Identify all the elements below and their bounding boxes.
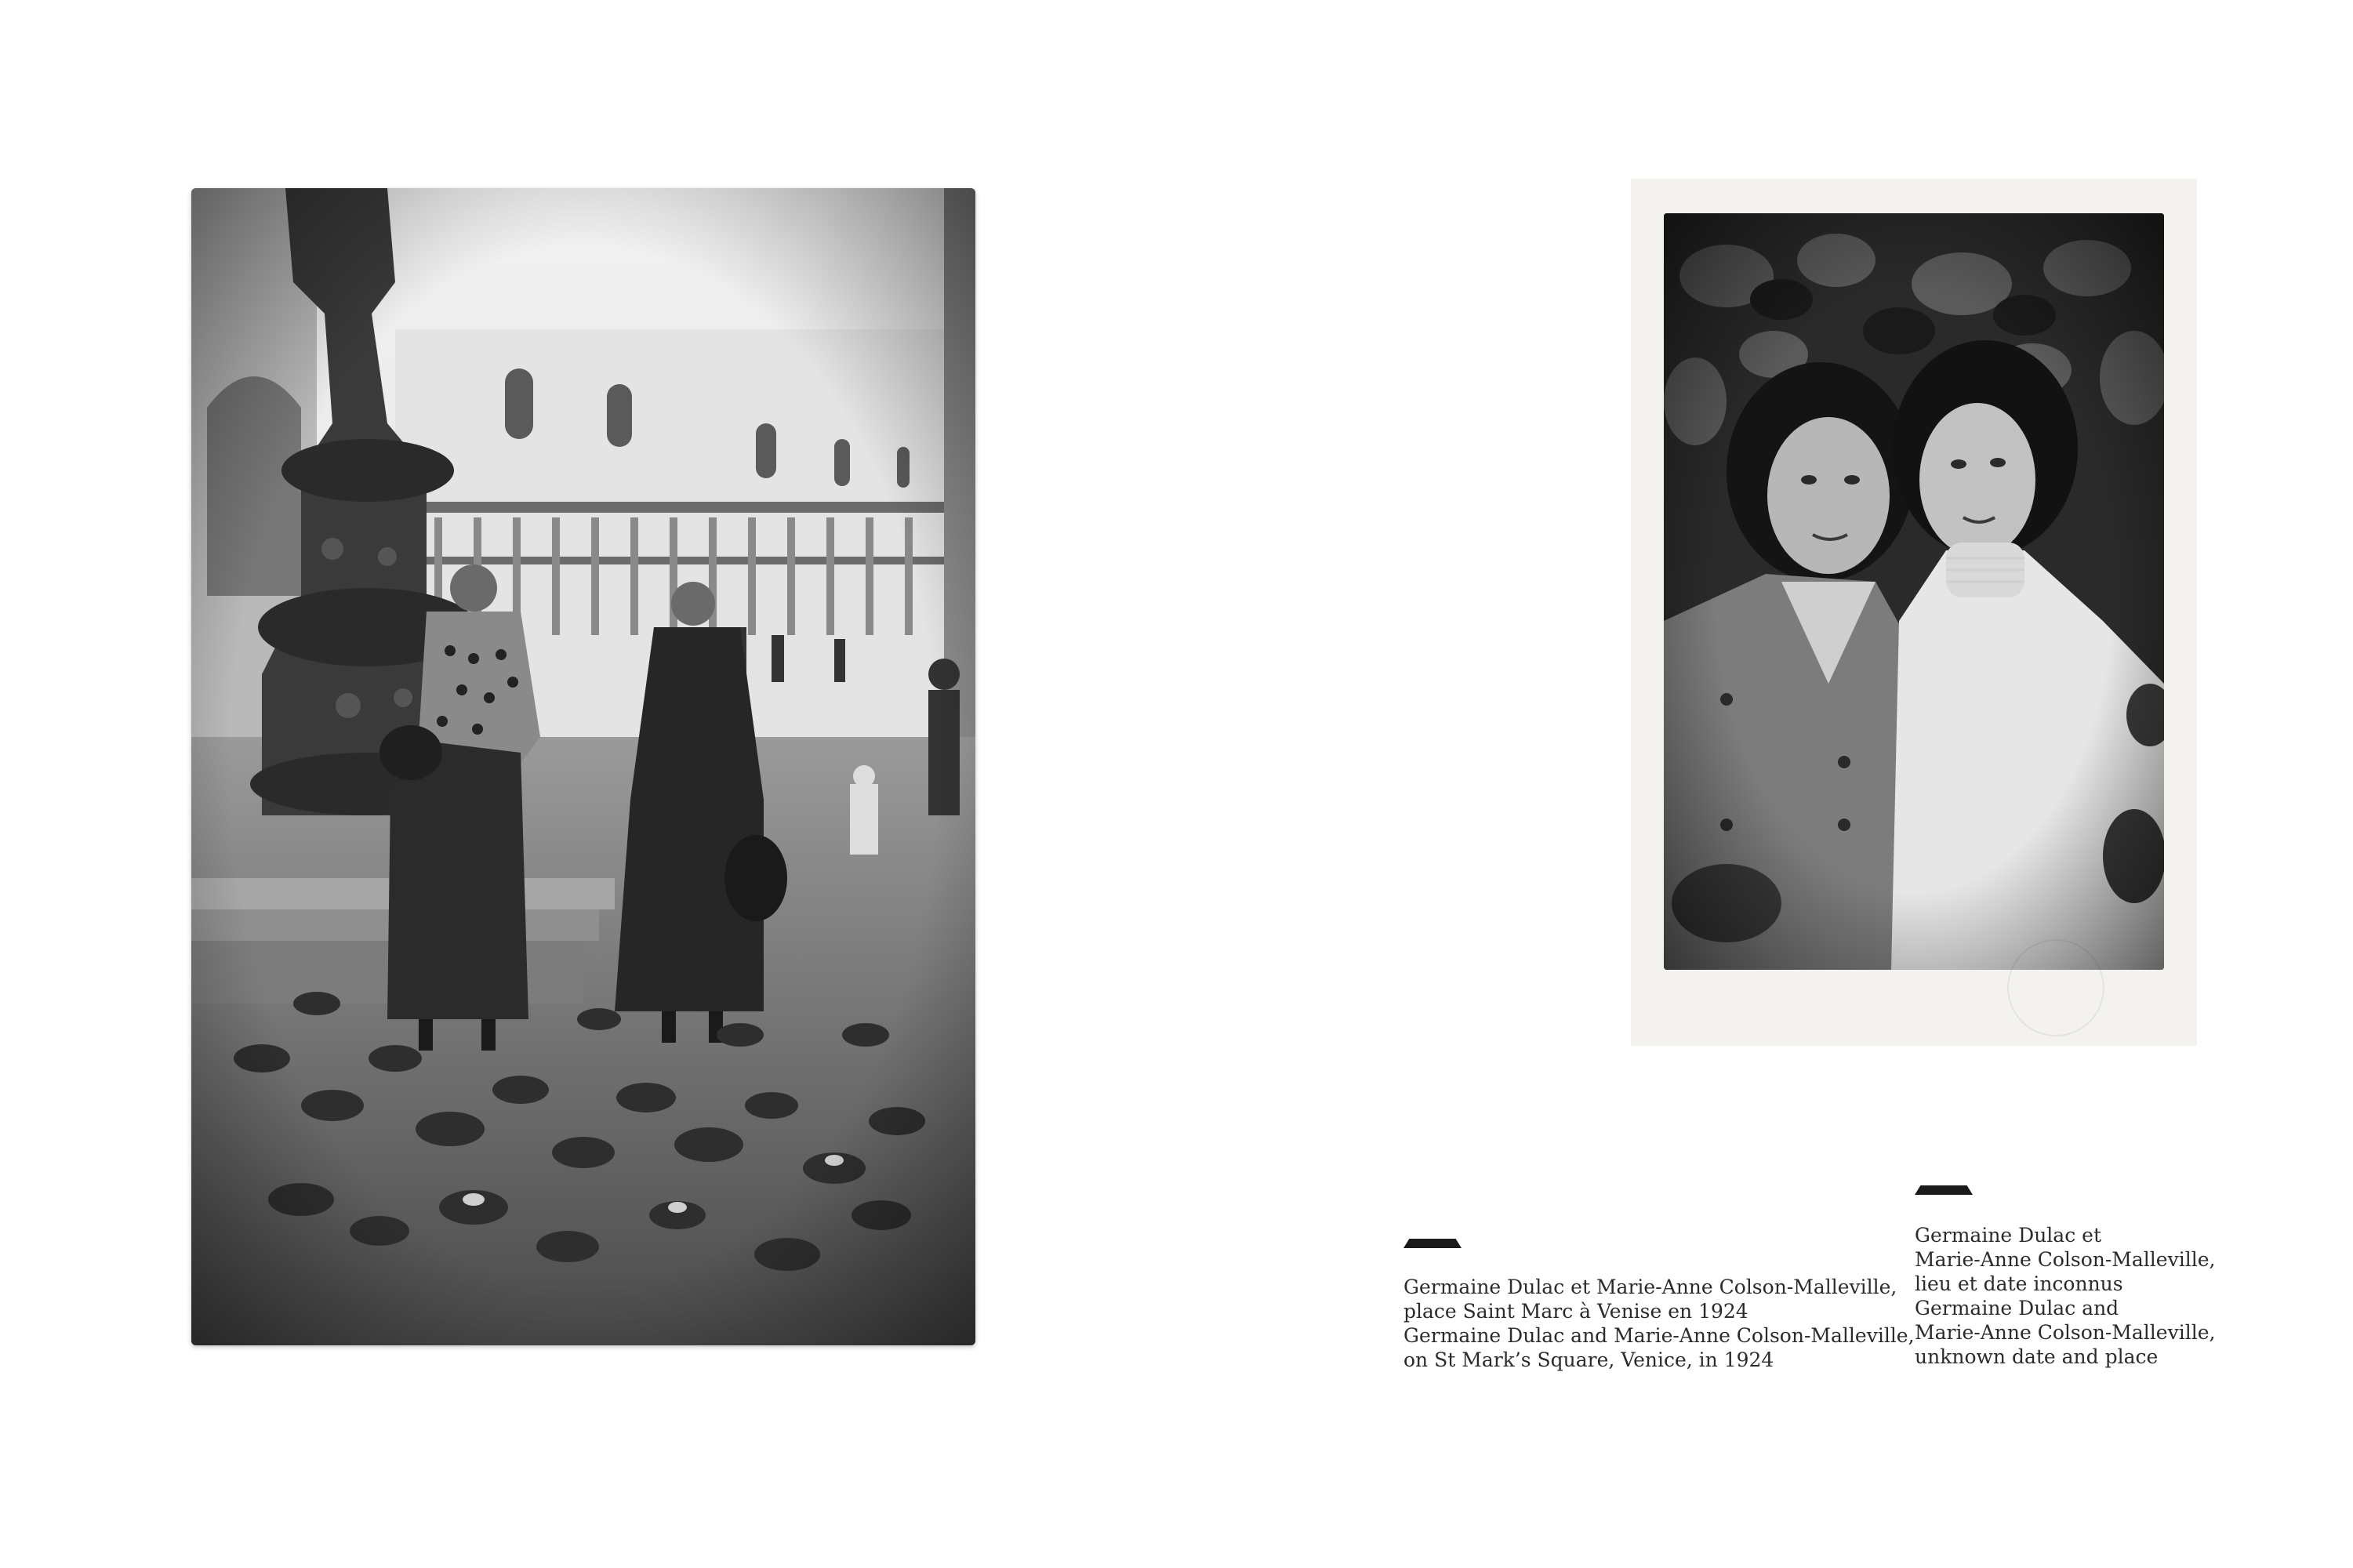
caption-line: unknown date and place (1915, 1345, 2159, 1368)
caption-line: Marie-Anne Colson-Malleville, (1915, 1248, 2216, 1271)
venice-photo (191, 188, 975, 1345)
caption-line: Marie-Anne Colson-Malleville, (1915, 1321, 2216, 1344)
caption-line: Germaine Dulac et Marie-Anne Colson-Malleville, (1403, 1276, 1897, 1298)
caption-marker (1403, 1239, 1462, 1248)
caption-line: place Saint Marc à Venise en 1924 (1403, 1300, 1748, 1323)
caption-line: on St Mark’s Square, Venice, in 1924 (1403, 1348, 1774, 1371)
caption-line: lieu et date inconnus (1915, 1272, 2123, 1295)
archive-stamp (2007, 939, 2104, 1036)
photo-card-mount (1631, 179, 2197, 1046)
caption-venice (1403, 1275, 1915, 1372)
caption-line: Germaine Dulac et (1915, 1224, 2102, 1247)
portrait-photo (1664, 213, 2164, 970)
caption-line: Germaine Dulac and (1915, 1297, 2119, 1319)
caption-line: Germaine Dulac and Marie-Anne Colson-Malleville, (1403, 1324, 1915, 1347)
caption-marker (1915, 1185, 1973, 1195)
caption-portrait (1915, 1223, 2215, 1369)
